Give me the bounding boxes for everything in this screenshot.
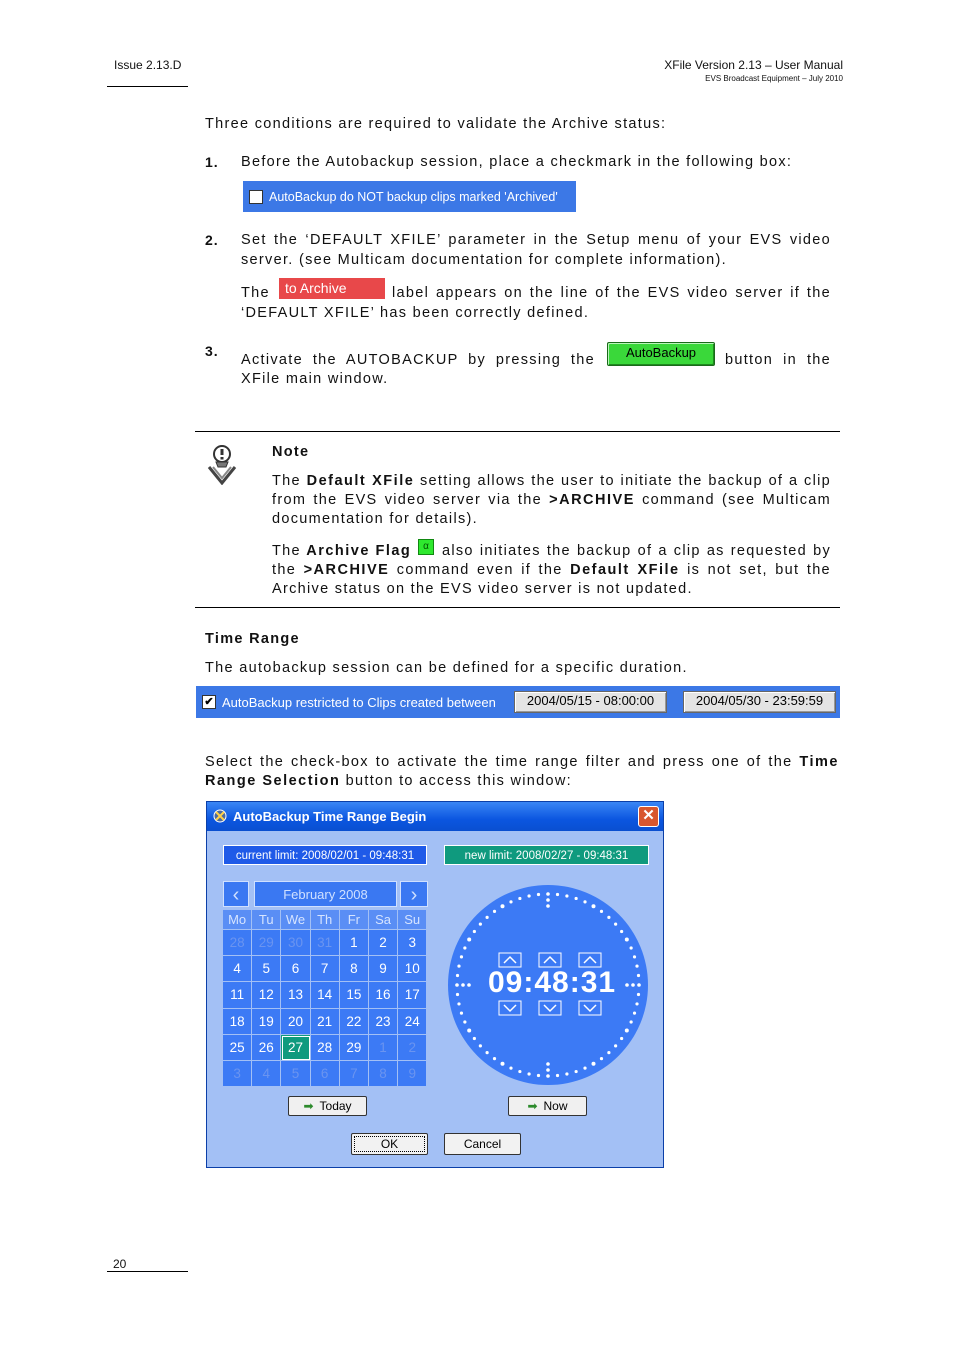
calendar-day[interactable]: 26 <box>252 1035 281 1061</box>
calendar-day[interactable]: 3 <box>223 1061 252 1087</box>
clock-tick <box>456 993 459 996</box>
minute-down-icon[interactable] <box>538 1000 562 1016</box>
note-p2-archive-cmd: >ARCHIVE <box>303 562 390 578</box>
clock-tick <box>565 894 568 897</box>
clock-tick <box>607 916 610 919</box>
issue-label: Issue 2.13.D <box>114 58 182 72</box>
calendar-day[interactable]: 2 <box>369 930 398 956</box>
calendar-day[interactable]: 12 <box>252 982 281 1008</box>
weekday-header: Su <box>398 910 427 930</box>
clock-tick <box>635 964 638 967</box>
clock-tick <box>527 1072 530 1075</box>
weekday-header: We <box>281 910 310 930</box>
clock-tick <box>600 1057 603 1060</box>
calendar-day[interactable]: 30 <box>281 930 310 956</box>
archive-flag-icon: α <box>418 539 434 555</box>
weekday-header: Tu <box>252 910 281 930</box>
select-range-selection: Range Selection <box>205 773 341 789</box>
weekday-header: Fr <box>340 910 369 930</box>
calendar-day[interactable]: 28 <box>223 930 252 956</box>
note-p1-default-xfile: Default XFile <box>306 473 415 489</box>
time-range-text: The autobackup session can be defined for a specific duration. <box>205 660 688 676</box>
note-p2-default-xfile: Default XFile <box>570 562 680 578</box>
step-2-line-3: label appears on the line of the EVS video server if the <box>392 285 831 301</box>
clock-tick <box>620 930 623 933</box>
calendar-day[interactable]: 5 <box>281 1061 310 1087</box>
step-3-line-2: XFile main window. <box>241 371 389 387</box>
clock-tick <box>501 1062 505 1066</box>
new-limit-field: new limit: 2008/02/27 - 09:48:31 <box>444 845 649 865</box>
calendar-day[interactable]: 14 <box>311 982 340 1008</box>
clock-tick <box>457 964 460 967</box>
calendar-day[interactable]: 31 <box>311 930 340 956</box>
clock-tick <box>537 893 540 896</box>
intro-text: Three conditions are required to validate the Archive status: <box>205 116 667 132</box>
no-backup-archived-label: AutoBackup do NOT backup clips marked 'Archived' <box>269 189 558 204</box>
clock-tick <box>630 1020 633 1023</box>
clock-tick <box>625 1029 629 1033</box>
calendar-day[interactable]: 28 <box>311 1035 340 1061</box>
calendar-day[interactable]: 16 <box>369 982 398 1008</box>
clock-tick <box>630 946 633 949</box>
calendar-day[interactable]: 8 <box>340 956 369 982</box>
header-rule <box>107 86 188 87</box>
clock-tick <box>518 1070 521 1073</box>
calendar-month: February 2008 <box>254 881 397 907</box>
clock-marker <box>546 904 550 908</box>
prev-month-icon[interactable]: ‹ <box>223 881 249 907</box>
to-archive-label: to Archive <box>279 278 385 299</box>
clock-tick <box>460 1012 463 1015</box>
note-icon <box>205 443 239 485</box>
clock-marker <box>546 1068 550 1072</box>
calendar-day[interactable]: 22 <box>340 1009 369 1035</box>
clock-tick <box>637 974 640 977</box>
step-2-line-1: Set the ‘DEFAULT XFILE’ parameter in the Setup menu of your EVS video <box>241 232 831 248</box>
clock-tick <box>633 1012 636 1015</box>
note-p1-line-1 <box>272 472 831 491</box>
close-icon[interactable]: ✕ <box>638 806 659 827</box>
clock-marker <box>625 983 629 987</box>
clock-tick <box>607 1051 610 1054</box>
weekday-header: Mo <box>223 910 252 930</box>
app-icon <box>213 809 227 823</box>
calendar-day[interactable]: 9 <box>398 1061 427 1087</box>
today-button[interactable] <box>288 1096 367 1116</box>
clock-tick <box>583 1067 586 1070</box>
manual-title: XFile Version 2.13 – User Manual <box>664 58 843 72</box>
calendar-day[interactable]: 1 <box>369 1035 398 1061</box>
clock-marker <box>546 892 550 896</box>
clock-marker <box>546 898 550 902</box>
clock-tick <box>467 938 471 942</box>
note-p1-a: The <box>272 473 301 489</box>
clock-tick <box>493 1057 496 1060</box>
weekday-header: Th <box>311 910 340 930</box>
calendar-day[interactable]: 20 <box>281 1009 310 1035</box>
step-2-line-2: server. (see Multicam documentation for complete information). <box>241 252 727 268</box>
clock-tick <box>456 974 459 977</box>
calendar-day[interactable]: 13 <box>281 982 310 1008</box>
clock-tick <box>633 955 636 958</box>
clock-marker <box>467 983 471 987</box>
calendar-day[interactable]: 1 <box>340 930 369 956</box>
note-p1-l2-a: from the EVS video server via the <box>272 492 542 508</box>
clock-tick <box>556 893 559 896</box>
step-1-text: Before the Autobackup session, place a checkmark in the following box: <box>241 154 793 170</box>
clock-tick <box>575 897 578 900</box>
calendar-day[interactable]: 6 <box>281 956 310 982</box>
note-p2-line-3: Archive status on the EVS video server is not updated. <box>272 581 693 597</box>
step-1-number: 1. <box>205 154 219 170</box>
clock-marker <box>546 1074 550 1078</box>
clock-tick <box>486 916 489 919</box>
clock-tick <box>635 1002 638 1005</box>
clock-tick <box>592 1062 596 1066</box>
step-2-number: 2. <box>205 232 219 248</box>
calendar-day[interactable]: 7 <box>311 956 340 982</box>
select-line-2 <box>205 772 572 791</box>
note-p2-start <box>272 542 411 561</box>
calendar-day[interactable]: 25 <box>223 1035 252 1061</box>
clock-tick <box>565 1072 568 1075</box>
note-p1-archive-cmd: >ARCHIVE <box>549 492 635 508</box>
clock-marker <box>461 983 465 987</box>
select-a: Select the check-box to activate the time range filter and press one of the <box>205 754 793 770</box>
page-number: 20 <box>113 1257 127 1271</box>
clock-tick <box>463 946 466 949</box>
clock-marker <box>631 983 635 987</box>
now-button[interactable] <box>508 1096 587 1116</box>
arrow-right-icon: ➡ <box>303 1099 314 1113</box>
clock-tick <box>537 1074 540 1077</box>
calendar-day[interactable]: 21 <box>311 1009 340 1035</box>
note-title: Note <box>272 444 310 460</box>
note-bottom-rule <box>195 607 840 608</box>
note-p2-l2-c: command even if the <box>396 562 563 578</box>
clock-tick <box>637 993 640 996</box>
hour-down-icon[interactable] <box>498 1000 522 1016</box>
time-range-label: AutoBackup restricted to Clips created between <box>222 694 496 710</box>
calendar-day[interactable]: 9 <box>369 956 398 982</box>
calendar-day[interactable]: 29 <box>340 1035 369 1061</box>
clock-tick <box>592 904 596 908</box>
note-p2-line-2 <box>272 561 831 580</box>
note-top-rule <box>195 431 840 432</box>
cancel-button[interactable]: Cancel <box>444 1133 521 1155</box>
clock-tick <box>527 894 530 897</box>
select-line-2-end: button to access this window: <box>345 773 572 789</box>
calendar-day[interactable]: 7 <box>340 1061 369 1087</box>
step-3-after: button in the <box>725 352 831 368</box>
clock-tick <box>463 1020 466 1023</box>
calendar-day[interactable]: 11 <box>223 982 252 1008</box>
second-down-icon[interactable] <box>578 1000 602 1016</box>
note-p1-line-3: documentation for details). <box>272 511 478 527</box>
note-p2-a: The <box>272 543 301 559</box>
clock-marker <box>455 983 459 987</box>
note-p2-line-1-end: also initiates the backup of a clip as requested by <box>442 543 831 559</box>
step-3-number: 3. <box>205 343 219 359</box>
time-range-start-button[interactable]: 2004/05/15 - 08:00:00 <box>514 691 667 713</box>
today-label: Today <box>319 1099 352 1113</box>
clock-tick <box>625 938 629 942</box>
clock-tick <box>518 897 521 900</box>
no-backup-archived-checkbox-bar[interactable] <box>243 181 576 212</box>
note-p2-archive-flag: Archive Flag <box>306 543 412 559</box>
clock-tick <box>614 1044 617 1047</box>
clock-tick <box>473 1037 476 1040</box>
clock-marker <box>546 1062 550 1066</box>
clock-marker <box>637 983 641 987</box>
clock-tick <box>509 900 512 903</box>
clock-tick <box>457 1002 460 1005</box>
step-3-line-1: Activate the AUTOBACKUP by pressing the <box>241 352 595 368</box>
next-month-icon[interactable]: › <box>400 881 428 907</box>
step-2-the: The <box>241 285 270 301</box>
clock-tick <box>614 923 617 926</box>
select-line-1 <box>205 753 839 772</box>
calendar-day[interactable]: 29 <box>252 930 281 956</box>
note-p1-line-2 <box>272 491 831 510</box>
time-range-end-button[interactable]: 2004/05/30 - 23:59:59 <box>683 691 836 713</box>
calendar-grid <box>223 910 427 1087</box>
clock-time: 09:48:31 <box>488 966 617 999</box>
clock-tick <box>600 910 603 913</box>
autobackup-button[interactable]: AutoBackup <box>607 342 715 366</box>
note-p1-l2-c: command (see Multicam <box>642 492 831 508</box>
clock-tick <box>556 1074 559 1077</box>
note-p1-c: setting allows the user to initiate the backup of a clip <box>420 473 831 489</box>
clock-tick <box>460 955 463 958</box>
checkbox-unchecked[interactable] <box>249 190 263 204</box>
clock-tick <box>486 1051 489 1054</box>
ok-button[interactable]: OK <box>351 1133 428 1155</box>
calendar-day[interactable]: 10 <box>398 956 427 982</box>
note-p2-l2-a: the <box>272 562 297 578</box>
calendar-day[interactable]: 19 <box>252 1009 281 1035</box>
clock-tick <box>509 1067 512 1070</box>
calendar-day[interactable]: 5 <box>252 956 281 982</box>
arrow-right-icon: ➡ <box>527 1099 538 1113</box>
footer-rule <box>107 1271 188 1272</box>
calendar-day[interactable]: 23 <box>369 1009 398 1035</box>
calendar-day[interactable]: 4 <box>223 956 252 982</box>
calendar-day[interactable]: 24 <box>398 1009 427 1035</box>
time-range-heading: Time Range <box>205 631 300 647</box>
calendar-day[interactable]: 18 <box>223 1009 252 1035</box>
current-limit-field: current limit: 2008/02/01 - 09:48:31 <box>223 845 427 865</box>
now-label: Now <box>543 1099 568 1113</box>
weekday-header: Sa <box>369 910 398 930</box>
dialog-title: AutoBackup Time Range Begin <box>233 809 427 824</box>
clock-tick <box>467 1029 471 1033</box>
clock-tick <box>479 923 482 926</box>
time-range-checkbox[interactable]: ✔ <box>202 695 216 709</box>
calendar-day[interactable]: 8 <box>369 1061 398 1087</box>
dialog-title-bar[interactable] <box>207 802 663 831</box>
calendar-day[interactable]: 4 <box>252 1061 281 1087</box>
clock-tick <box>493 910 496 913</box>
note-p2-l2-e: is not set, but the <box>687 562 831 578</box>
calendar-day[interactable]: 6 <box>311 1061 340 1087</box>
time-range-dialog <box>206 801 664 1168</box>
clock-tick <box>501 904 505 908</box>
clock-tick <box>620 1037 623 1040</box>
clock-tick <box>575 1070 578 1073</box>
clock-tick <box>479 1044 482 1047</box>
step-2-line-4: ‘DEFAULT XFILE’ has been correctly defined. <box>241 305 590 321</box>
manual-subtitle: EVS Broadcast Equipment – July 2010 <box>705 74 843 83</box>
clock-tick <box>473 930 476 933</box>
calendar-day[interactable]: 27 <box>281 1035 310 1061</box>
select-time: Time <box>799 754 839 770</box>
calendar-day[interactable]: 15 <box>340 982 369 1008</box>
calendar-day[interactable]: 3 <box>398 930 427 956</box>
clock-tick <box>583 900 586 903</box>
calendar-day[interactable]: 2 <box>398 1035 427 1061</box>
calendar-day[interactable]: 17 <box>398 982 427 1008</box>
